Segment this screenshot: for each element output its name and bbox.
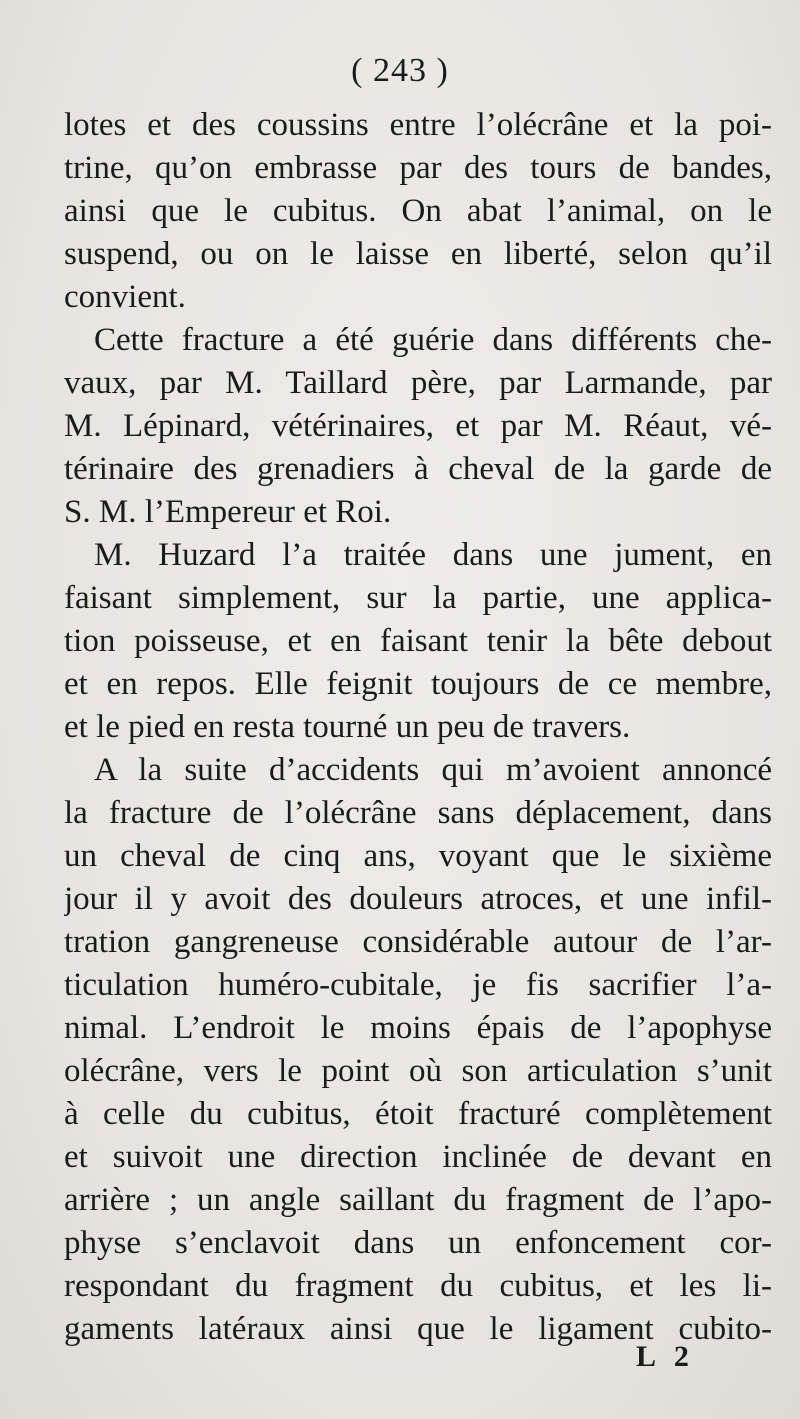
- text-line-9: térinaire des grenadiers à cheval de la garde de: [64, 451, 772, 487]
- text-line-5: convient.: [64, 279, 186, 315]
- text-line-28: respondant du fragment du cubitus, et les li-: [64, 1268, 772, 1304]
- text-line-6: Cette fracture a été guérie dans différents che-: [94, 322, 772, 358]
- text-line-16: A la suite d’accidents qui m’avoient annoncé: [94, 752, 772, 788]
- text-line-1: lotes et des coussins entre l’olécrâne et la poi-: [64, 107, 772, 143]
- text-line-14: et en repos. Elle feignit toujours de ce membre,: [64, 666, 772, 702]
- text-line-23: olécrâne, vers le point où son articulation s’unit: [64, 1053, 772, 1089]
- text-line-4: suspend, ou on le laisse en liberté, selon qu’il: [64, 236, 772, 272]
- page-body-text: [64, 104, 772, 1351]
- text-line-7: vaux, par M. Taillard père, par Larmande, par: [64, 365, 772, 401]
- text-line-24: à celle du cubitus, étoit fracturé complètement: [64, 1096, 772, 1132]
- text-line-13: tion poisseuse, et en faisant tenir la bête debout: [64, 623, 772, 659]
- text-line-17: la fracture de l’olécrâne sans déplacement, dans: [64, 795, 772, 831]
- text-line-12: faisant simplement, sur la partie, une applica-: [64, 580, 772, 616]
- text-line-22: nimal. L’endroit le moins épais de l’apophyse: [64, 1010, 772, 1046]
- text-line-2: trine, qu’on embrasse par des tours de bandes,: [64, 150, 772, 186]
- text-line-11: M. Huzard l’a traitée dans une jument, en: [94, 537, 772, 573]
- text-line-27: physe s’enclavoit dans un enfoncement cor-: [64, 1225, 772, 1261]
- text-line-8: M. Lépinard, vétérinaires, et par M. Réaut, vé-: [64, 408, 772, 444]
- text-line-15: et le pied en resta tourné un peu de travers.: [64, 709, 631, 745]
- text-line-19: jour il y avoit des douleurs atroces, et une infil-: [64, 881, 772, 917]
- text-line-25: et suivoit une direction inclinée de devant en: [64, 1139, 772, 1175]
- text-line-18: un cheval de cinq ans, voyant que le sixième: [64, 838, 772, 874]
- text-line-26: arrière ; un angle saillant du fragment de l’apo-: [64, 1182, 772, 1218]
- text-line-21: ticulation huméro-cubitale, je fis sacrifier l’a-: [64, 967, 772, 1003]
- text-line-10: S. M. l’Empereur et Roi.: [64, 494, 392, 530]
- page-number: ( 243 ): [351, 52, 449, 89]
- text-line-20: tration gangreneuse considérable autour de l’ar-: [64, 924, 772, 960]
- printer-signature-mark: L 2: [636, 1340, 695, 1373]
- text-line-3: ainsi que le cubitus. On abat l’animal, on le: [64, 193, 772, 229]
- text-line-29: gaments latéraux ainsi que le ligament cubito-: [64, 1311, 772, 1347]
